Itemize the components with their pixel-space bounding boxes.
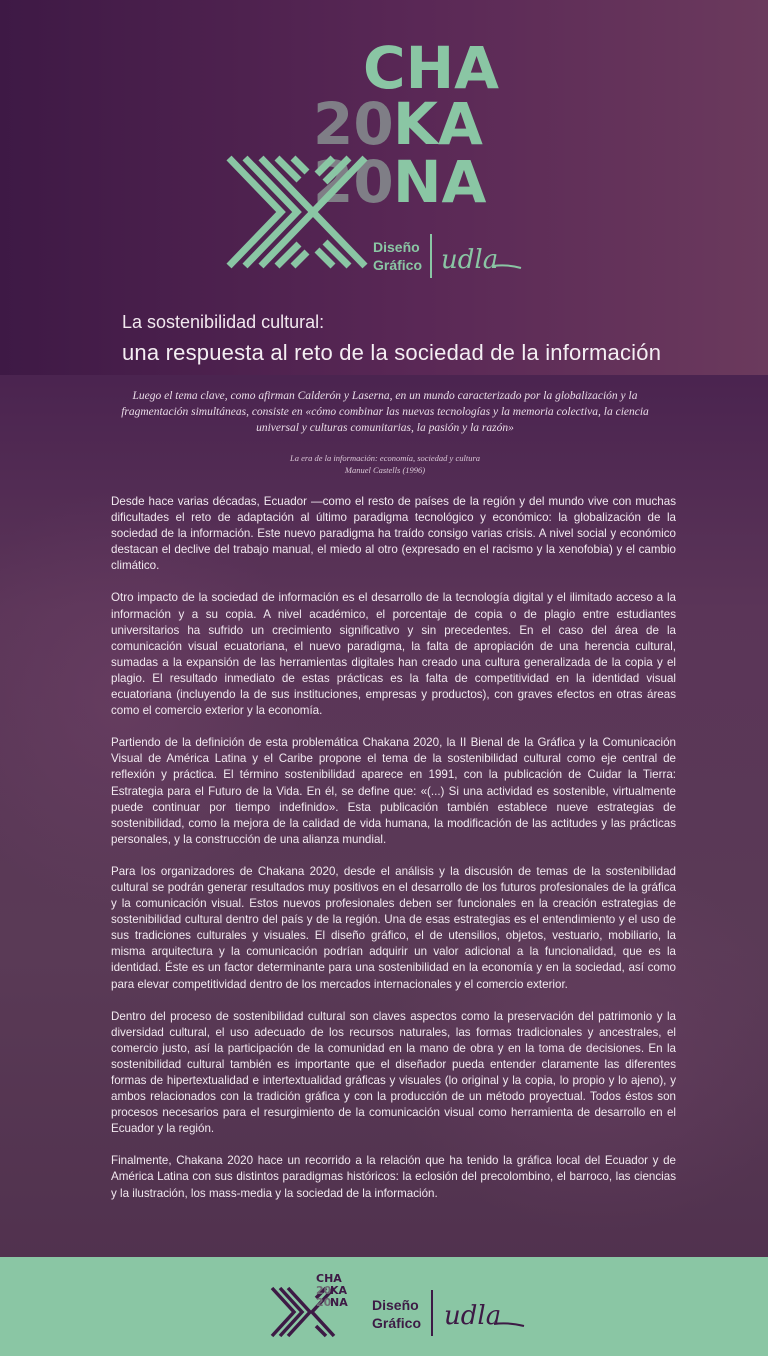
logo-year-1: 20 bbox=[313, 90, 394, 158]
logo-ka: KA bbox=[393, 90, 483, 158]
paragraph: Desde hace varias décadas, Ecuador —como el resto de países de la región y del mundo vive con muchas dificultades el reto de adaptación al último paradigma tecnológico y económico: la globalización de la sociedad de la información. Este nuevo paradigma ha traído consigo varias crisis. A nivel social y económico destacan el declive del trabajo manual, el miedo al otro (expresado en el racismo y la xenofobia) y el cambio climático. bbox=[111, 495, 676, 573]
footer-logo-year-2: 20 bbox=[316, 1296, 332, 1309]
footer-dept-line2: Gráfico bbox=[372, 1315, 422, 1331]
footer-logo-na: NA bbox=[330, 1296, 348, 1309]
paragraph: Para los organizadores de Chakana 2020, desde el análisis y la discusión de temas de la sostenibilidad cultural se podrán generar resultados muy positivos en el desarrollo de los futuros profesionales de la gráfica y la comunicación visual. Estos nuevos profesionales deben ser funcionales en la creación estrategias de sostenibilidad cultural dentro del país y de la región. Una de esas estrategias es el entendimiento y el uso de sus tradiciones culturales y visuales. El diseño gráfico, el de utensilios, objetos, vestuario, mobiliario, la misma arquitectura y la comunicación podrían adquirir un valor adicional a la funcionalidad, que es la identidad. Éste es un factor determinante para una sostenibilidad en la economía y en la sociedad, así como para elevar competitividad dentro de los mercados internacionales y el comercio exterior. bbox=[111, 864, 676, 991]
logo-cha: CHA bbox=[363, 34, 499, 102]
heading-line2: una respuesta al reto de la sociedad de la información bbox=[122, 340, 662, 365]
footer-logo-cha: CHA bbox=[316, 1272, 342, 1285]
footer-univ: udla bbox=[444, 1301, 502, 1331]
footer-logo-ka: KA bbox=[330, 1284, 348, 1297]
logo-dept-line2: Gráfico bbox=[373, 257, 423, 273]
footer-logo bbox=[268, 1268, 533, 1348]
logo-year-2: 20 bbox=[313, 148, 394, 216]
paragraph: Dentro del proceso de sostenibilidad cultural son claves aspectos como la preservación del patrimonio y la diversidad cultural, el uso adecuado de los recursos naturales, las formas tradicionales y ancestrales, el comercio justo, así la participación de la comunidad en la mano de obra y en la toma de decisiones. En la sostenibilidad cultural también es importante que el diseñador pueda entender claramente las diferentes formas de hipertextualidad e intertextualidad gráficas y visuales (lo original y la copia, lo propio y lo ajeno), y ambos relacionados con la tradición gráfica y con la producción de un método proyectual. Todos éstos son procesos necesarios para el resurgimiento de la comunicación visual como herramienta de desarrollo en el Ecuador y la región. bbox=[111, 1009, 676, 1136]
paragraph: Partiendo de la definición de esta problemática Chakana 2020, la II Bienal de la Gráfica y la Comunicación Visual de América Latina y el Caribe propone el tema de la sostenibilidad cultural como eje central de reflexión y práctica. El término sostenibilidad aparece en 1991, con la publicación de Cuidar la Tierra: Estrategia para el Futuro de la Vida. En él, se define que: «(...) Si una actividad es sostenible, virtualmente puede continuar por tiempo indefinido». Esta publicación también establece nueve estrategias de sostenibilidad, como la mejora de la calidad de vida humana, la modificación de las actitudes y las prácticas personales, y la construcción de una alianza mundial. bbox=[111, 736, 676, 846]
paragraph: Otro impacto de la sociedad de información es el desarrollo de la tecnología digital y el ilimitado acceso a la información y a su copia. A nivel académico, el porcentaje de copia o de plagio entre estudiantes universitarios ha sufrido un crecimiento significativo y sin precedentes. En el caso del área de la comunicación visual ecuatoriana, el nuevo paradigma, la falta de apropiación de una herencia cultural, sumadas a la expansión de las herramientas digitales han creado una cultura generalizada de la copia y el plagio. El resultado inmediato de estas prácticas es la falta de competitividad en la identidad visual ecuatoriana (incluyendo la de sus instituciones, empresas y productos), con graves efectos en otras áreas como el comercio exterior y la economía. bbox=[111, 591, 676, 718]
article-body bbox=[111, 494, 676, 1218]
epigraph-author: Manuel Castells (1996) bbox=[344, 465, 426, 475]
logo-na: NA bbox=[393, 148, 487, 216]
paragraph: Finalmente, Chakana 2020 hace un recorrido a la relación que ha tenido la gráfica local del Ecuador y de América Latina con sus distintos paradigmas históricos: la eclosión del precolombino, el barroco, las ciencias y la ilustración, los mass-media y la sociedad de la información. bbox=[111, 1154, 676, 1200]
epigraph-citation bbox=[118, 452, 652, 476]
chakana-logo bbox=[225, 28, 535, 298]
logo-dept-line1: Diseño bbox=[373, 239, 420, 255]
epigraph-source: La era de la información: economía, sociedad y cultura bbox=[289, 453, 481, 463]
footer-logo-year-1: 20 bbox=[316, 1284, 332, 1297]
epigraph-quote: Luego el tema clave, como afirman Calderón y Laserna, en un mundo caracterizado por la globalización y la fragmentación simultáneas, consiste en «cómo combinar las nuevas tecnologías y la memoria colectiva, la ciencia universal y culturas comunitarias, la pasión y la razón» bbox=[121, 390, 649, 434]
logo-univ: udla bbox=[441, 245, 499, 275]
footer-dept-line1: Diseño bbox=[372, 1297, 419, 1313]
heading-line1: La sostenibilidad cultural: bbox=[122, 312, 325, 332]
